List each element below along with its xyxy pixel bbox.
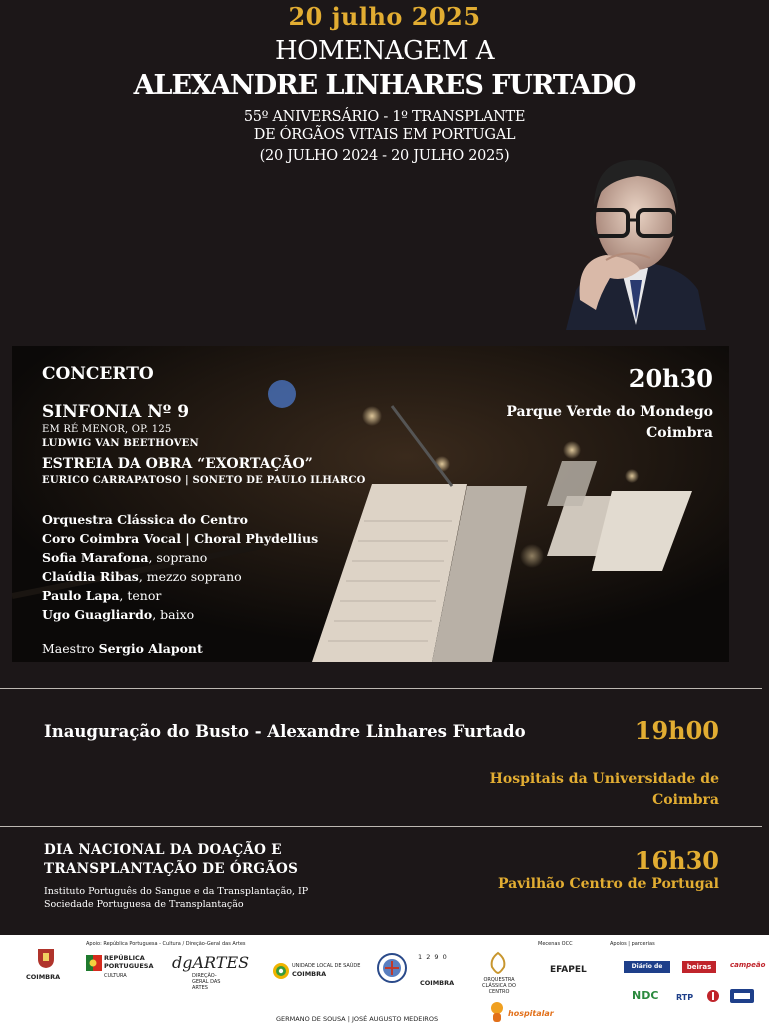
bust-time: 19h00 bbox=[634, 716, 719, 745]
anniversary-dates: (20 JULHO 2024 - 20 JULHO 2025) bbox=[259, 148, 510, 164]
uc-logo: COIMBRA bbox=[420, 979, 455, 987]
ndc-logo: NDC bbox=[632, 989, 659, 1002]
performer-name: Orquestra Clássica do Centro bbox=[42, 512, 248, 527]
premiere-title: ESTREIA DA OBRA “EXORTAÇÃO” bbox=[42, 456, 313, 472]
camara-coimbra-logo: COIMBRA bbox=[26, 973, 61, 981]
organizer-spt: Sociedade Portuguesa de Transplantação bbox=[44, 899, 244, 910]
occ-logo-text: ORQUESTRA CLÁSSICA DO CENTRO bbox=[482, 977, 516, 995]
symphony-title: SINFONIA Nº 9 bbox=[42, 402, 190, 422]
anniversary-line-2: DE ÓRGÃOS VITAIS EM PORTUGAL bbox=[253, 127, 516, 143]
event-date: 20 julho 2025 bbox=[288, 2, 481, 31]
antena1-logo-icon bbox=[706, 989, 720, 1003]
concert-location: Parque Verde do Mondego bbox=[506, 404, 713, 420]
performer-line bbox=[42, 512, 248, 527]
performer-line bbox=[42, 550, 207, 565]
performer-role: , baixo bbox=[152, 607, 195, 622]
beiras-logo: beiras bbox=[682, 961, 716, 973]
partners-label: Apoios | parcerias bbox=[610, 941, 655, 947]
republica-logo-line1: REPÚBLICA bbox=[104, 954, 145, 962]
campeao-logo: campeão bbox=[730, 961, 766, 969]
efapel-logo: EFAPEL bbox=[550, 965, 587, 975]
symphony-composer: LUDWIG VAN BEETHOVEN bbox=[42, 438, 199, 449]
concert-time: 20h30 bbox=[628, 364, 713, 393]
credits: GERMANO DE SOUSA | JOSÉ AUGUSTO MEDEIROS bbox=[276, 1015, 439, 1023]
mascot-icon bbox=[488, 1001, 506, 1023]
support-label: Apoio: República Portuguesa - Cultura / Direção-Geral das Artes bbox=[86, 941, 246, 947]
republica-logo-line2: PORTUGUESA bbox=[104, 962, 154, 970]
anniversary-line-1: 55º ANIVERSÁRIO - 1º TRANSPLANTE bbox=[243, 109, 526, 125]
maestro-label: Maestro bbox=[42, 641, 99, 656]
premiere-authors: EURICO CARRAPATOSO | SONETO DE PAULO ILHARCO bbox=[42, 475, 366, 486]
homage-heading: HOMENAGEM A bbox=[274, 36, 495, 66]
performer-line bbox=[42, 588, 161, 603]
section-divider bbox=[0, 826, 762, 827]
performer-name: Paulo Lapa bbox=[42, 588, 120, 603]
organizer-ipst: Instituto Português do Sangue e da Transplantação, IP bbox=[44, 886, 309, 897]
coimbra-crest-icon bbox=[34, 947, 58, 969]
maestro-line bbox=[42, 641, 203, 656]
honoree-name: ALEXANDRE LINHARES FURTADO bbox=[133, 70, 636, 101]
section-divider bbox=[0, 688, 762, 689]
hospitalar-logo: hospitalar bbox=[508, 1009, 554, 1018]
bust-inauguration-title: Inauguração do Busto - Alexandre Linhares Furtado bbox=[44, 722, 526, 741]
performer-line bbox=[42, 531, 318, 546]
concert-panel bbox=[12, 346, 729, 662]
performer-line bbox=[42, 569, 242, 584]
uls-logo-icon bbox=[272, 962, 290, 980]
performer-name: Coro Coimbra Vocal | Choral Phydellius bbox=[42, 531, 319, 546]
occ-logo-icon bbox=[488, 951, 508, 975]
honoree-portrait bbox=[566, 150, 706, 330]
bust-location: Hospitais da Universidade de bbox=[489, 771, 719, 787]
dgartes-subtitle: DIREÇÃO-GERAL DAS ARTES bbox=[192, 973, 221, 991]
hospital-emblem-icon bbox=[377, 953, 407, 983]
uls-logo-line1: UNIDADE LOCAL DE SAÚDE bbox=[292, 963, 361, 969]
performer-line bbox=[42, 607, 194, 622]
performer-name: Sofia Marafona bbox=[42, 550, 149, 565]
patrons-label: Mecenas OCC bbox=[538, 941, 573, 947]
uls-logo-line2: COIMBRA bbox=[292, 970, 327, 978]
performer-role: , mezzo soprano bbox=[138, 569, 242, 584]
bust-city: Coimbra bbox=[652, 792, 719, 808]
performer-role: , soprano bbox=[148, 550, 208, 565]
sponsor-footer bbox=[0, 935, 769, 1024]
republica-flag-icon bbox=[86, 955, 102, 971]
republica-logo-line3: CULTURA bbox=[104, 973, 127, 979]
maestro-name: Sergio Alapont bbox=[98, 641, 203, 656]
concert-title: CONCERTO bbox=[42, 364, 154, 384]
symphony-key: EM RÉ MENOR, OP. 125 bbox=[42, 424, 172, 435]
dgartes-logo: dgARTES bbox=[172, 953, 250, 972]
performer-name: Claúdia Ribas bbox=[42, 569, 139, 584]
national-day-title-line2: TRANSPLANTAÇÃO DE ÓRGÃOS bbox=[44, 861, 299, 877]
radio-logo-icon bbox=[730, 989, 754, 1003]
national-day-title-line1: DIA NACIONAL DA DOAÇÃO E bbox=[44, 842, 282, 858]
diario-coimbra-logo: Diário de Coimbra bbox=[624, 961, 670, 973]
performer-name: Ugo Guagliardo bbox=[42, 607, 153, 622]
performer-role: , tenor bbox=[119, 588, 162, 603]
uc-years: 1 2 9 0 bbox=[418, 953, 448, 961]
national-day-location: Pavilhão Centro de Portugal bbox=[498, 876, 719, 892]
concert-city: Coimbra bbox=[646, 425, 713, 441]
national-day-time: 16h30 bbox=[634, 846, 719, 875]
rtp-logo: RTP bbox=[676, 993, 694, 1002]
